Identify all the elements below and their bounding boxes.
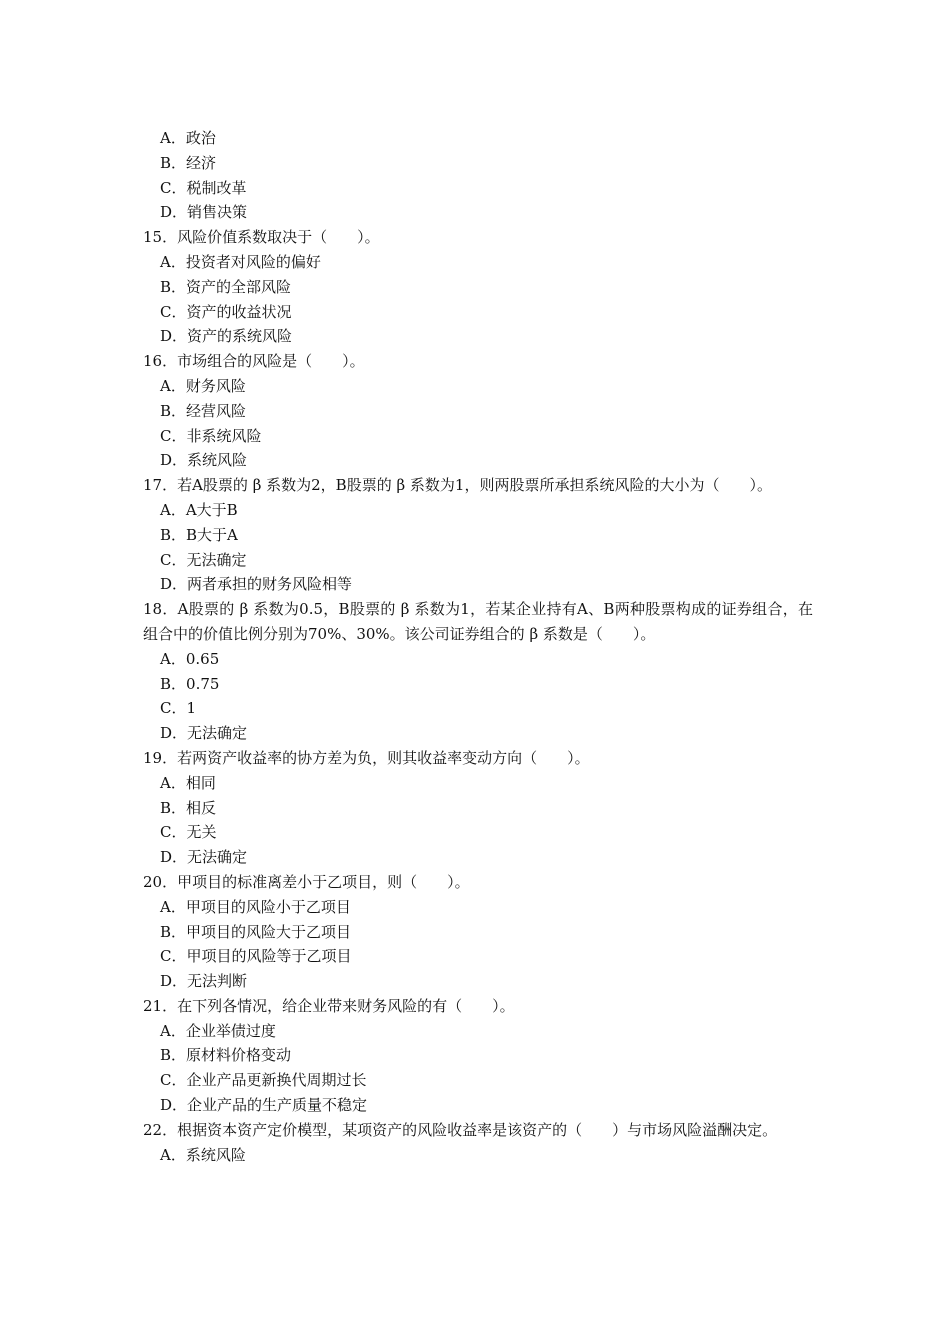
option: C．无法确定: [160, 550, 247, 569]
question-text: 15．风险价值系数取决于（ ）。: [143, 228, 380, 247]
question-22: [143, 1118, 813, 1168]
question-text: 21．在下列各情况，给企业带来财务风险的有（ ）。: [143, 996, 515, 1015]
question-text: 17．若A股票的 β 系数为2，B股票的 β 系数为1，则两股票所承担系统风险的大小为（ ）。: [143, 476, 772, 495]
question-text: 19．若两资产收益率的协方差为负，则其收益率变动方向（ ）。: [143, 748, 590, 767]
option: C．资产的收益状况: [160, 302, 292, 321]
question-text: 22．根据资本资产定价模型，某项资产的风险收益率是该资产的（ ）与市场风险溢酬决定。: [143, 1120, 778, 1139]
question-text: 16．市场组合的风险是（ ）。: [143, 352, 365, 371]
option: D．无法判断: [160, 972, 248, 991]
option: A．相同: [160, 773, 216, 792]
document-body: [143, 126, 813, 1167]
option: A．政治: [160, 129, 216, 147]
option: A．系统风险: [160, 1145, 246, 1164]
question-20: [143, 870, 813, 994]
question-15: [143, 225, 813, 349]
option: D．资产的系统风险: [160, 327, 293, 346]
question-17: [143, 473, 813, 597]
option: C．企业产品更新换代周期过长: [160, 1071, 367, 1090]
option: B．原材料价格变动: [160, 1046, 292, 1065]
option: A．财务风险: [160, 376, 246, 395]
option: D．无法确定: [160, 848, 248, 867]
question-19: [143, 746, 813, 870]
option: B．经济: [160, 153, 217, 172]
option: A．0.65: [160, 649, 220, 668]
option: D．两者承担的财务风险相等: [160, 575, 353, 594]
question-text: 20．甲项目的标准离差小于乙项目，则（ ）。: [143, 872, 470, 891]
option: D．企业产品的生产质量不稳定: [160, 1096, 368, 1115]
option: D．系统风险: [160, 451, 248, 470]
option: A．A大于B: [160, 500, 238, 519]
question-21: [143, 994, 813, 1118]
option: A．甲项目的风险小于乙项目: [160, 897, 351, 916]
question-16: [143, 349, 813, 473]
option: C．1: [160, 699, 197, 718]
option: D．无法确定: [160, 724, 248, 743]
option: C．税制改革: [160, 178, 247, 197]
option: C．非系统风险: [160, 426, 262, 445]
continued-options: [143, 126, 813, 225]
option: C．甲项目的风险等于乙项目: [160, 947, 352, 966]
option: B．相反: [160, 798, 217, 817]
option: D．销售决策: [160, 203, 248, 222]
option: A．投资者对风险的偏好: [160, 252, 321, 271]
option: B．经营风险: [160, 401, 247, 420]
question-18: [143, 597, 813, 746]
option: B．0.75: [160, 674, 220, 693]
option: A．企业举债过度: [160, 1021, 276, 1040]
option: B．B大于A: [160, 525, 238, 544]
option: B．资产的全部风险: [160, 277, 292, 296]
option: B．甲项目的风险大于乙项目: [160, 922, 352, 941]
question-text: 18．A股票的 β 系数为0.5，B股票的 β 系数为1，若某企业持有A、B两种股票构成的证券组合，在组合中的价值比例分别为70%、30%。该公司证券组合的 β 系数是（ ）。: [143, 600, 813, 643]
option: C．无关: [160, 823, 217, 842]
